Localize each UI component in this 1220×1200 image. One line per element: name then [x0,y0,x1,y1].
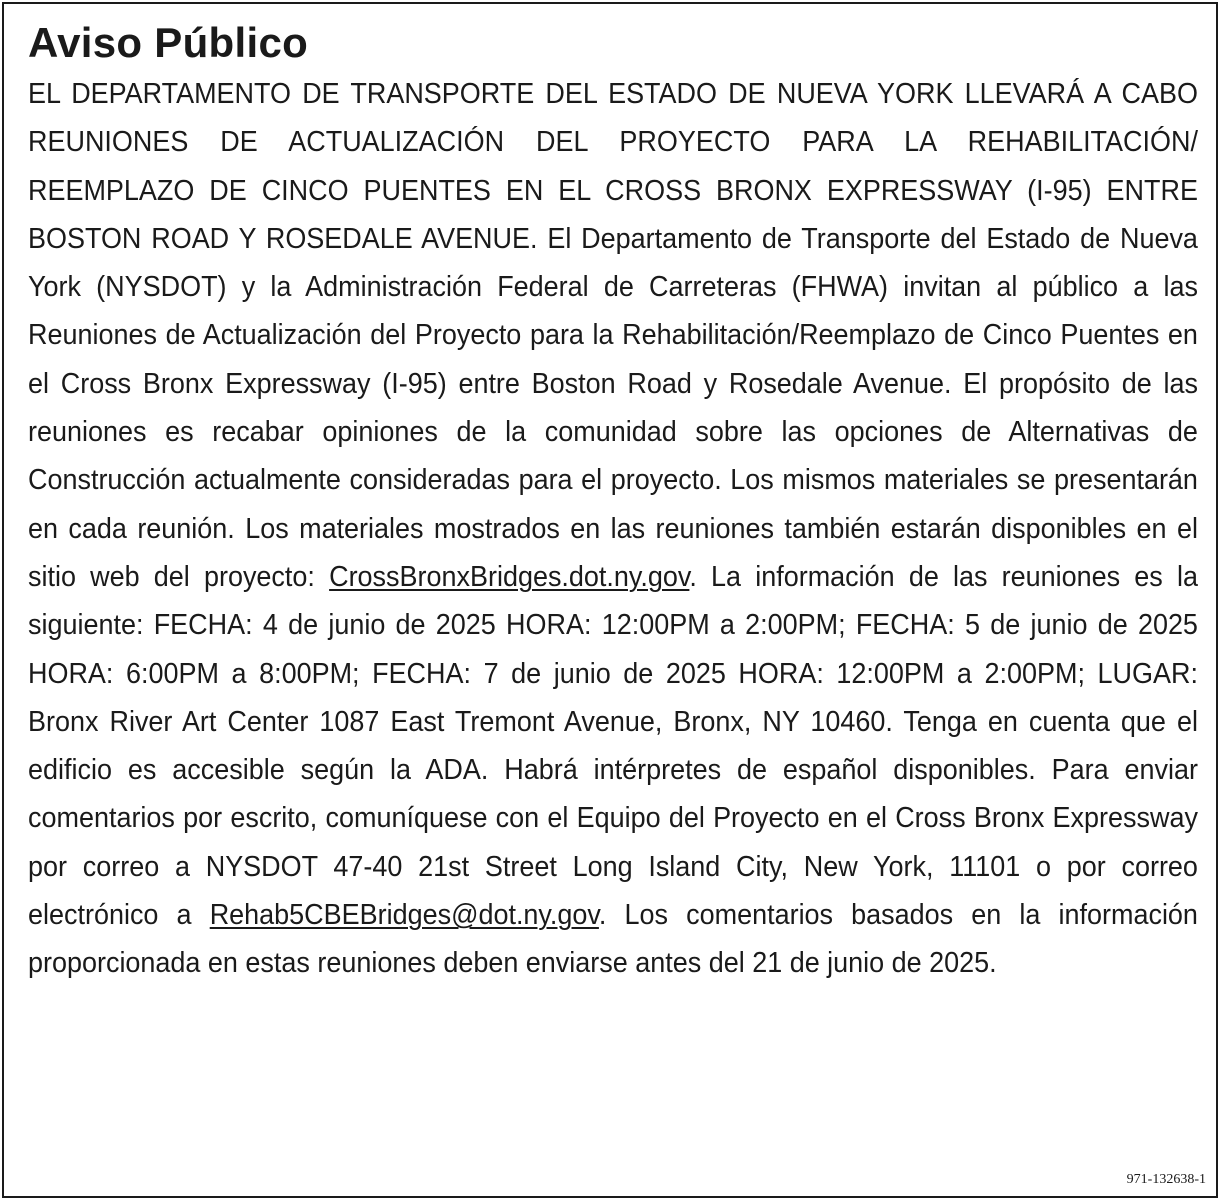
notice-meeting-info-text: . La información de las reuniones es la siguiente: FECHA: 4 de junio de 2025 HORA: 12:00PM a 2:00PM; FECHA: 5 de junio de 2025 HORA: 6:00PM a 8:00PM; FECHA: 7 de junio de 2025 HORA: 12:00PM a 2:00PM; LUGAR: Bronx River Art Center 1087 East Tremont Avenue, Bronx, NY 10460. Tenga en cuenta que el edificio es accesible según la ADA. Habrá intérpretes de español disponibles. Para enviar comentarios por escrito, comuníquese con el Equipo del Proyecto en el Cross Bronx Expressway por correo a NYSDOT 47-40 21st Street Long Island City, New York, 11101 o por correo electrónico a [28,560,1198,932]
notice-title: Aviso Público [28,19,309,66]
ad-reference-number: 971-132638-1 [1126,1172,1206,1187]
project-email-link[interactable]: Rehab5CBEBridges@dot.ny.gov [209,899,599,932]
notice-body [28,70,1198,988]
notice-intro-text: EL DEPARTAMENTO DE TRANSPORTE DEL ESTADO DE NUEVA YORK LLEVARÁ A CABO REUNIONES DE ACTUALIZACIÓN DEL PROYECTO PARA LA REHABILITACIÓN/ REEMPLAZO DE CINCO PUENTES EN EL CROSS BRONX EXPRESSWAY (I-95) ENTRE BOSTON ROAD Y ROSEDALE AVENUE. El Departamento de Transporte del Estado de Nueva York (NYSDOT) y la Administración Federal de Carreteras (FHWA) invitan al público a las Reuniones de Actualización del Proyecto para la Rehabilitación/Reemplazo de Cinco Puentes en el Cross Bronx Expressway (I-95) entre Boston Road y Rosedale Avenue. El propósito de las reuniones es recabar opiniones de la comunidad sobre las opciones de Alternativas de Construcción actualmente consideradas para el proyecto. Los mismos materiales se presentarán en cada reunión. Los materiales mostrados en las reuniones también estarán disponibles en el sitio web del proyecto: [28,78,1198,593]
notice-closing-text: . Los comentarios basados en la información proporcionada en estas reuniones deben enviarse antes del 21 de junio de 2025. [28,899,1198,980]
project-website-link[interactable]: CrossBronxBridges.dot.ny.gov [329,560,690,593]
public-notice [2,2,1218,1198]
